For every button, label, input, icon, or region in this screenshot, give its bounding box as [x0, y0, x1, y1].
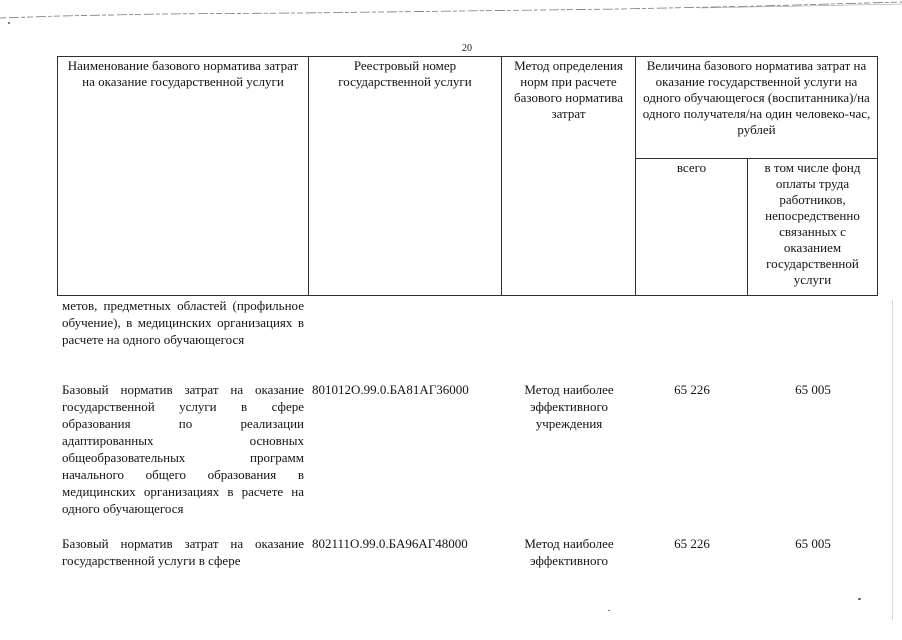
row-method: Метод наиболее эффективного учреждения: [524, 382, 614, 431]
header-name: Наименование базового норматива затрат на оказание государственной услуги: [58, 57, 309, 296]
row-total: 65 226: [674, 536, 710, 551]
header-salary-fund: в том числе фонд оплаты труда работников, непосредственно связанных с оказанием государственной услуги: [748, 159, 878, 296]
scan-speck: [858, 598, 861, 600]
row-description: метов, предметных областей (профильное обучение), в медицинских организациях в расчете на одного обучающегося: [62, 298, 304, 347]
header-value: Величина базового норматива затрат на оказание государственной услуги на одного обучающегося (воспитанника)/на одного получателя/на один человеко-час, рублей: [636, 57, 878, 159]
row-registry-number: 802111О.99.0.БА96АГ48000: [312, 536, 468, 551]
row-total: 65 226: [674, 382, 710, 397]
scan-speck: [8, 22, 10, 24]
row-description: Базовый норматив затрат на оказание государственной услуги в сфере образования по реализации адаптированных основных общеобразовательных программ начального общего образования в медицинских организациях в расчете на одного обучающегося: [62, 382, 304, 516]
header-total: всего: [636, 159, 748, 296]
row-method: Метод наиболее эффективного: [524, 536, 614, 568]
scan-edge-shadow: [892, 300, 893, 620]
row-registry-number: 801012О.99.0.БА81АГ36000: [312, 382, 469, 397]
row-salary-fund: 65 005: [795, 536, 831, 551]
header-method: Метод определения норм при расчете базового норматива затрат: [502, 57, 636, 296]
header-table: [57, 56, 878, 296]
header-registry-number: Реестровый номер государственной услуги: [309, 57, 502, 296]
page-number: 20: [462, 43, 472, 54]
row-salary-fund: 65 005: [795, 382, 831, 397]
row-description: Базовый норматив затрат на оказание государственной услуги в сфере: [62, 536, 304, 568]
scan-edge-line: [0, 0, 902, 20]
scan-speck: [608, 610, 610, 611]
